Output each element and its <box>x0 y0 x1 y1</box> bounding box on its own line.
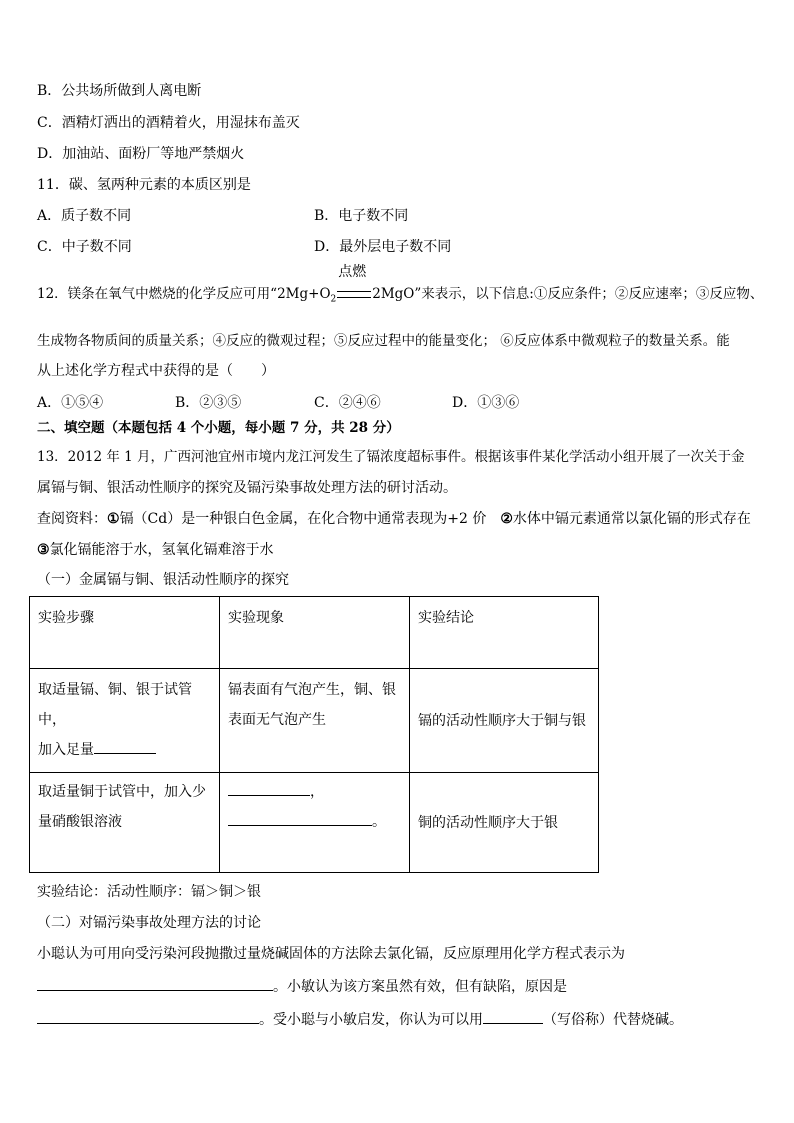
row1-step-line2 <box>38 735 211 765</box>
phenomenon-blank-1[interactable] <box>228 781 310 796</box>
section-heading: 二、填空题（本题包括 4 个小题，每小题 7 分，共 28 分） <box>37 420 400 436</box>
table-row <box>30 773 599 873</box>
row2-phen-2-tail: 。 <box>372 814 386 830</box>
discussion-line1: 小聪认为可用向受污染河段抛撒过量烧碱固体的方法除去氯化镉，反应原理用化学方程式表示为 <box>37 946 625 962</box>
row1-step-line1: 取适量镉、铜、银于试管中， <box>38 682 192 728</box>
experiment-conclusion: 实验结论：活动性顺序：镉＞铜＞银 <box>37 884 261 900</box>
info-2-number: ② <box>500 511 513 527</box>
discussion-line3-mid: 。受小聪与小敏启发，你认为可以用 <box>259 1012 483 1028</box>
q12-stem-post: 2MgO”来表示，以下信息:①反应条件；②反应速率；③反应物、 <box>372 286 764 302</box>
row1-conclusion: 镉的活动性顺序大于铜与银 <box>410 669 599 773</box>
q13-info-line2 <box>37 540 274 560</box>
table-row <box>30 669 599 773</box>
reagent-blank[interactable] <box>94 739 156 754</box>
info-1-text: 镉（Cd）是一种银白色金属，在化合物中通常表现为+2 价 <box>119 511 501 527</box>
row2-phenomenon-line2 <box>228 807 401 837</box>
row2-phen-1-tail: ， <box>310 784 324 800</box>
row2-step-line2: 量硝酸银溶液 <box>38 814 122 830</box>
info-2-text: 水体中镉元素通常以氯化镉的形式存在 <box>512 511 751 527</box>
q12-subscript: 2 <box>330 294 337 305</box>
reaction-arrow <box>336 264 372 304</box>
equation-blank[interactable] <box>37 976 273 991</box>
row1-step <box>30 669 220 773</box>
table-header-row <box>30 597 599 669</box>
row1-phenomenon <box>220 669 410 773</box>
reason-blank[interactable] <box>37 1009 259 1024</box>
part1-heading: （一）金属镉与铜、银活动性顺序的探究 <box>37 572 289 588</box>
row2-step <box>30 773 220 873</box>
discussion-line3-tail: （写俗称）代替烧碱。 <box>543 1012 683 1028</box>
reaction-condition: 点燃 <box>338 264 367 280</box>
info-label: 查阅资料： <box>37 511 107 527</box>
q10-option-d: D．加油站、面粉厂等地严禁烟火 <box>37 146 245 162</box>
discussion-line2-text: 。小敏认为该方案虽然有效，但有缺陷，原因是 <box>273 979 567 995</box>
phenomenon-blank-2[interactable] <box>228 811 372 826</box>
table-header-phenomenon: 实验现象 <box>220 597 410 669</box>
row1-step-text: 加入足量 <box>38 742 94 758</box>
discussion-line2 <box>37 976 567 997</box>
table-header-conclusion: 实验结论 <box>410 597 599 669</box>
q12-option-c: C．②④⑥ <box>314 395 381 411</box>
part2-heading: （二）对镉污染事故处理方法的讨论 <box>37 915 261 931</box>
row2-phenomenon-line1 <box>228 777 401 807</box>
row2-conclusion: 铜的活动性顺序大于银 <box>410 773 599 873</box>
q12-stem-pre: 12．镁条在氧气中燃烧的化学反应可用“2Mg+O <box>37 286 331 302</box>
q12-stem-line2: 生成物各物质间的质量关系；④反应的微观过程；⑤反应过程中的能量变化； ⑥反应体系中微观粒子的数量关系。能 <box>37 333 730 349</box>
q12-stem-line3: 从上述化学方程式中获得的是（ ） <box>37 363 275 379</box>
q13-line1: 13．2012 年 1 月，广西河池宜州市境内龙江河发生了镉浓度超标事件。根据该事件某化学活动小组开展了一次关于金 <box>37 449 745 465</box>
substitute-blank[interactable] <box>483 1009 543 1024</box>
table-header-step: 实验步骤 <box>30 597 220 669</box>
info-1-number: ① <box>107 511 120 527</box>
experiment-table <box>29 596 599 873</box>
row1-phenomenon-line1: 镉表面有气泡产生，铜、银 <box>228 682 396 698</box>
q12-stem-line1 <box>37 264 764 310</box>
q12-option-d: D．①③⑥ <box>452 395 520 411</box>
row2-phenomenon <box>220 773 410 873</box>
equal-sign-icon <box>337 291 371 298</box>
q11-option-b: B．电子数不同 <box>314 208 409 224</box>
info-3-text: 氯化镉能溶于水，氢氧化镉难溶于水 <box>49 542 274 558</box>
q11-option-d: D．最外层电子数不同 <box>314 239 452 255</box>
row1-phenomenon-line2: 表面无气泡产生 <box>228 712 326 728</box>
q11-option-a: A．质子数不同 <box>37 208 132 224</box>
row2-step-line1: 取适量铜于试管中，加入少 <box>38 784 206 800</box>
q12-option-b: B．②③⑤ <box>175 395 242 411</box>
q11-stem: 11．碳、氢两种元素的本质区别是 <box>37 177 251 193</box>
q12-option-a: A．①⑤④ <box>37 395 104 411</box>
discussion-line3 <box>37 1009 683 1030</box>
q11-option-c: C．中子数不同 <box>37 239 132 255</box>
q13-info-line1 <box>37 509 751 529</box>
q10-option-b: B．公共场所做到人离电断 <box>37 83 202 99</box>
info-3-number: ③ <box>37 542 50 558</box>
q10-option-c: C．酒精灯洒出的酒精着火，用湿抹布盖灭 <box>37 115 300 131</box>
q13-line2: 属镉与铜、银活动性顺序的探究及镉污染事故处理方法的研讨活动。 <box>37 480 457 496</box>
